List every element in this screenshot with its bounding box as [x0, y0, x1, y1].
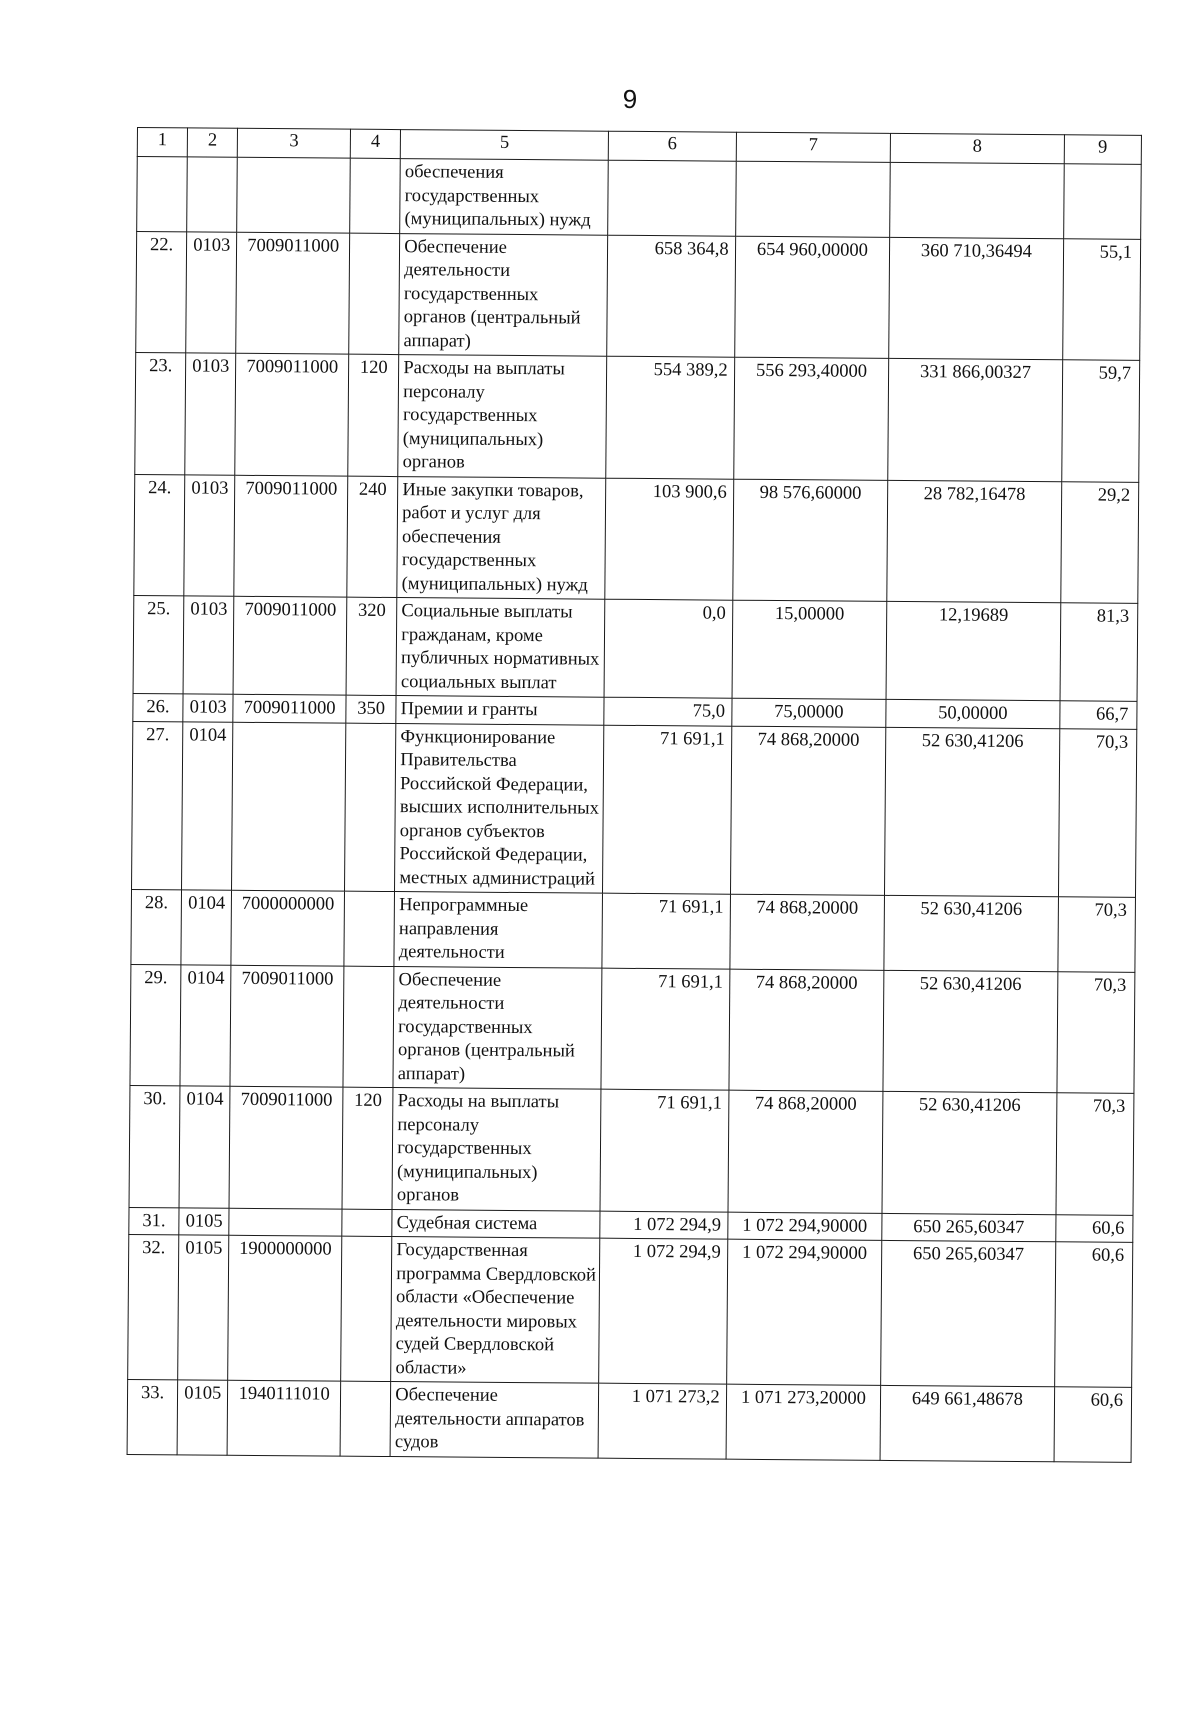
- percent-cell: 55,1: [1062, 238, 1140, 360]
- expense-type-cell: [340, 1381, 391, 1456]
- value-col8-cell: 360 710,36494: [889, 237, 1063, 360]
- target-code-cell: [237, 157, 350, 232]
- value-col8-cell: 52 630,41206: [884, 895, 1058, 971]
- section-code-cell: 0105: [178, 1235, 229, 1380]
- row-number-cell: 26.: [133, 693, 183, 721]
- percent-cell: 29,2: [1060, 481, 1138, 603]
- value-col6-cell: 658 364,8: [607, 235, 735, 357]
- section-code-cell: [187, 157, 238, 232]
- value-col6-cell: 71 691,1: [602, 893, 730, 968]
- header-cell: 3: [238, 128, 351, 158]
- value-col6-cell: 71 691,1: [601, 968, 729, 1090]
- value-col6-cell: 0,0: [604, 599, 732, 698]
- value-col7-cell: 74 868,20000: [730, 726, 886, 896]
- percent-cell: 66,7: [1059, 701, 1137, 729]
- value-col7-cell: 1 072 294,90000: [726, 1239, 882, 1385]
- value-col6-cell: 103 900,6: [605, 478, 733, 600]
- section-code-cell: 0104: [182, 721, 233, 890]
- value-col8-cell: 52 630,41206: [883, 970, 1057, 1093]
- section-code-cell: 0104: [180, 964, 231, 1086]
- expense-type-cell: [343, 966, 394, 1088]
- value-col6-cell: 1 072 294,9: [600, 1211, 728, 1240]
- item-name-cell: Премии и гранты: [396, 696, 604, 725]
- percent-cell: 70,3: [1057, 971, 1135, 1093]
- value-col7-cell: 1 072 294,90000: [727, 1212, 882, 1241]
- row-number-cell: 22.: [136, 231, 187, 353]
- percent-cell: 81,3: [1060, 603, 1138, 702]
- percent-cell: 70,3: [1058, 728, 1137, 897]
- item-name-cell: обеспечения государственных (муниципальных) нужд: [400, 159, 608, 235]
- header-cell: 1: [137, 128, 187, 157]
- section-code-cell: 0105: [179, 1207, 229, 1235]
- section-code-cell: 0104: [181, 890, 232, 965]
- table-row: [134, 474, 1139, 603]
- row-number-cell: 33.: [127, 1379, 178, 1454]
- table-row: [137, 157, 1142, 239]
- value-col8-cell: [890, 162, 1064, 238]
- row-number-cell: 29.: [130, 964, 181, 1086]
- header-cell: 8: [890, 133, 1064, 163]
- percent-cell: [1063, 164, 1141, 239]
- value-col8-cell: 52 630,41206: [882, 1091, 1056, 1214]
- target-code-cell: 7009011000: [229, 1086, 343, 1208]
- value-col7-cell: 74 868,20000: [729, 969, 885, 1092]
- item-name-cell: Обеспечение деятельности аппаратов судов: [390, 1382, 598, 1458]
- row-number-cell: 23.: [135, 352, 186, 474]
- percent-cell: 60,6: [1054, 1242, 1133, 1388]
- expense-type-cell: 240: [347, 476, 398, 598]
- target-code-cell: 7009011000: [230, 965, 344, 1087]
- expense-type-cell: [342, 1209, 392, 1237]
- table-row: [131, 889, 1136, 971]
- value-col6-cell: 75,0: [604, 697, 732, 726]
- value-col8-cell: 50,00000: [886, 699, 1060, 728]
- target-code-cell: 7009011000: [236, 232, 350, 354]
- header-cell: 7: [736, 132, 891, 162]
- percent-cell: 70,3: [1056, 1093, 1134, 1215]
- section-code-cell: 0103: [186, 231, 237, 353]
- expense-type-cell: [349, 233, 400, 355]
- item-name-cell: Функционирование Правительства Российской Федерации, высших исполнительных органов субъектов Российской Федерации, местных администраций: [395, 723, 604, 893]
- value-col8-cell: 28 782,16478: [887, 480, 1061, 603]
- value-col6-cell: 1 072 294,9: [599, 1238, 728, 1384]
- section-code-cell: 0103: [184, 474, 235, 596]
- value-col6-cell: 71 691,1: [600, 1089, 728, 1211]
- value-col6-cell: 71 691,1: [603, 725, 732, 894]
- value-col7-cell: 556 293,40000: [733, 357, 889, 480]
- item-name-cell: Непрограммные направления деятельности: [394, 892, 602, 968]
- row-number-cell: 27.: [132, 721, 183, 890]
- expense-type-cell: [350, 158, 401, 233]
- header-cell: 9: [1064, 135, 1142, 165]
- table-row: [135, 352, 1140, 481]
- header-cell: 2: [187, 128, 237, 157]
- target-code-cell: 7009011000: [235, 353, 349, 475]
- percent-cell: 60,6: [1055, 1214, 1133, 1242]
- section-code-cell: 0103: [185, 353, 236, 475]
- item-name-cell: Судебная система: [392, 1209, 600, 1238]
- header-cell: 4: [350, 129, 400, 158]
- value-col8-cell: 52 630,41206: [885, 727, 1060, 897]
- table-row: [128, 1234, 1133, 1387]
- row-number-cell: 31.: [129, 1207, 179, 1235]
- item-name-cell: Обеспечение деятельности государственных органов (центральный аппарат): [393, 966, 602, 1089]
- row-number-cell: 28.: [131, 889, 182, 964]
- percent-cell: 60,6: [1054, 1387, 1132, 1462]
- expense-type-cell: [345, 723, 396, 892]
- value-col7-cell: 75,00000: [731, 698, 886, 727]
- value-col6-cell: 1 071 273,2: [598, 1383, 726, 1458]
- value-col8-cell: 331 866,00327: [888, 358, 1062, 481]
- target-code-cell: [229, 1208, 342, 1236]
- value-col8-cell: 649 661,48678: [880, 1385, 1054, 1461]
- table-row: [130, 964, 1135, 1093]
- value-col7-cell: 654 960,00000: [734, 236, 890, 359]
- header-cell: 5: [401, 130, 609, 161]
- target-code-cell: 1940111010: [227, 1380, 340, 1455]
- section-code-cell: 0103: [183, 694, 233, 722]
- value-col7-cell: [735, 161, 890, 237]
- value-col6-cell: [608, 160, 736, 235]
- expense-type-cell: 350: [346, 695, 396, 723]
- value-col7-cell: 15,00000: [732, 600, 887, 699]
- item-name-cell: Социальные выплаты гражданам, кроме публичных нормативных социальных выплат: [396, 598, 605, 698]
- row-number-cell: 25.: [133, 595, 184, 693]
- expense-type-cell: 320: [346, 597, 397, 695]
- page-number: 9: [622, 84, 638, 114]
- table-row: [127, 1379, 1132, 1461]
- value-col7-cell: 74 868,20000: [730, 894, 885, 970]
- row-number-cell: 30.: [129, 1085, 180, 1207]
- item-name-cell: Расходы на выплаты персоналу государственных (муниципальных) органов: [392, 1088, 601, 1211]
- value-col7-cell: 1 071 273,20000: [726, 1384, 881, 1460]
- expense-type-cell: [344, 891, 395, 966]
- target-code-cell: 7009011000: [233, 694, 346, 722]
- value-col8-cell: 650 265,60347: [881, 1240, 1056, 1386]
- value-col6-cell: 554 389,2: [606, 356, 734, 478]
- table-row: [132, 721, 1137, 897]
- value-col8-cell: 650 265,60347: [882, 1213, 1056, 1242]
- target-code-cell: 7000000000: [231, 890, 344, 965]
- percent-cell: 70,3: [1058, 897, 1136, 972]
- item-name-cell: Иные закупки товаров, работ и услуг для обеспечения государственных (муниципальных) нужд: [397, 476, 606, 599]
- table-row: [136, 231, 1141, 360]
- expense-type-cell: [341, 1236, 392, 1381]
- item-name-cell: Государственная программа Свердловской области «Обеспечение деятельности мировых судей Свердловской области»: [391, 1237, 600, 1384]
- row-number-cell: 24.: [134, 474, 185, 596]
- table-row: [133, 595, 1138, 701]
- target-code-cell: 7009011000: [234, 475, 348, 597]
- target-code-cell: 7009011000: [233, 596, 347, 695]
- item-name-cell: Расходы на выплаты персоналу государственных (муниципальных) органов: [398, 355, 607, 478]
- row-number-cell: 32.: [128, 1234, 179, 1379]
- target-code-cell: [232, 722, 346, 891]
- value-col7-cell: 98 576,60000: [732, 479, 888, 602]
- value-col8-cell: 12,19689: [886, 601, 1060, 700]
- expense-type-cell: 120: [342, 1087, 393, 1209]
- target-code-cell: 1900000000: [228, 1235, 342, 1381]
- header-cell: 6: [608, 131, 736, 161]
- budget-table: [127, 127, 1142, 1462]
- section-code-cell: 0105: [177, 1380, 228, 1455]
- item-name-cell: Обеспечение деятельности государственных органов (центральный аппарат): [399, 233, 608, 356]
- section-code-cell: 0103: [183, 596, 234, 694]
- row-number-cell: [137, 157, 188, 232]
- section-code-cell: 0104: [179, 1086, 230, 1208]
- expense-type-cell: 120: [348, 354, 399, 476]
- percent-cell: 59,7: [1061, 360, 1139, 482]
- value-col7-cell: 74 868,20000: [728, 1090, 884, 1213]
- table-row: [129, 1085, 1134, 1214]
- table-body: [127, 157, 1141, 1462]
